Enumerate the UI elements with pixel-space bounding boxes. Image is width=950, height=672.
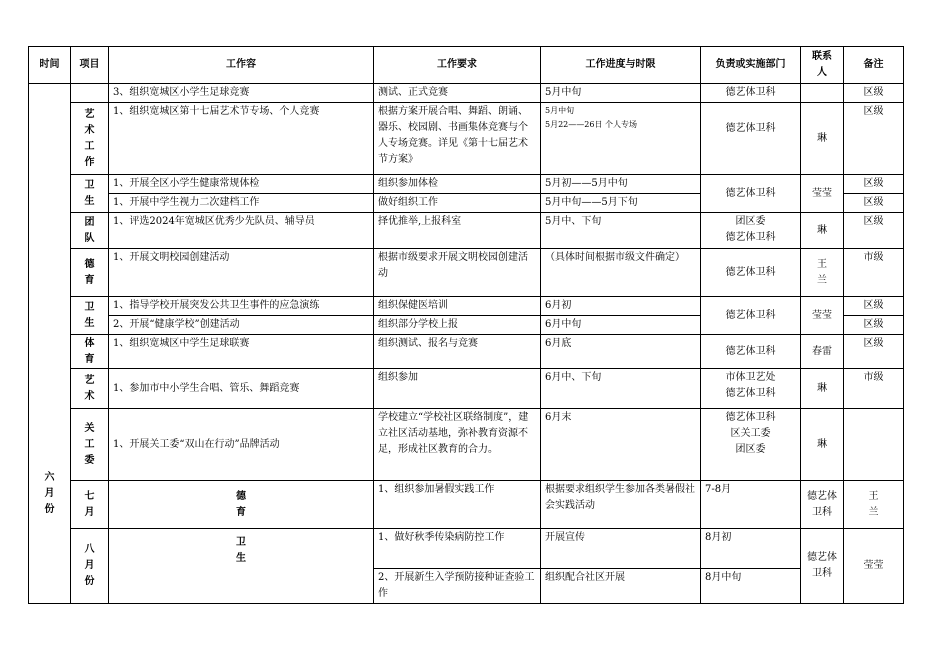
content-cell: 1、开展中学生视力二次建档工作 bbox=[109, 194, 374, 213]
contact-cell: 琳 bbox=[801, 103, 844, 175]
contact-cell: 王兰 bbox=[844, 481, 904, 529]
content-cell: 1、开展全区小学生健康常规体检 bbox=[109, 175, 374, 194]
note-cell: 市级 bbox=[844, 249, 904, 297]
dept-line-3: 团区委 bbox=[735, 444, 766, 455]
dept-cell: 德艺体卫科 bbox=[701, 297, 801, 335]
dept-cell: 德艺体卫科 bbox=[701, 335, 801, 369]
dept-line-1: 德艺体卫科 bbox=[725, 412, 776, 423]
month-july: 七月 bbox=[71, 481, 109, 529]
progress-cell: 6月初 bbox=[541, 297, 701, 316]
table-row bbox=[29, 84, 904, 103]
progress-cell: 5月中旬——5月下旬 bbox=[541, 194, 701, 213]
requirement-cell: 测试、正式竞赛 bbox=[374, 84, 541, 103]
content-cell: 1、开展关工委“双山在行动”品牌活动 bbox=[109, 409, 374, 481]
progress-cell: （具体时间根据市级文件确定） bbox=[541, 249, 701, 297]
header-content: 工作容 bbox=[109, 47, 374, 84]
requirement-cell: 组织配合社区开展 bbox=[541, 569, 701, 604]
table-row bbox=[29, 369, 904, 409]
content-cell: 1、组织宽城区第十七届艺术节专场、个人竞赛 bbox=[109, 103, 374, 175]
progress-cell: 8月初 bbox=[701, 529, 801, 569]
header-row bbox=[29, 47, 904, 84]
progress-cell: 8月中旬 bbox=[701, 569, 801, 604]
header-project: 项目 bbox=[71, 47, 109, 84]
contact-cell bbox=[801, 84, 844, 103]
requirement-cell: 组织参加体检 bbox=[374, 175, 541, 194]
requirement-cell: 学校建立“学校社区联络制度”，建立社区活动基地，弥补教育资源不足，形成社区教育的合力。 bbox=[374, 409, 541, 481]
header-contact: 联系人 bbox=[801, 47, 844, 84]
contact-cell: 春雷 bbox=[801, 335, 844, 369]
contact-cell: 莹莹 bbox=[844, 529, 904, 604]
header-note: 备注 bbox=[844, 47, 904, 84]
content-cell: 1、开展文明校园创建活动 bbox=[109, 249, 374, 297]
contact-cell: 王兰 bbox=[801, 249, 844, 297]
note-cell: 区级 bbox=[844, 84, 904, 103]
project-cell bbox=[71, 84, 109, 103]
work-plan-table bbox=[28, 46, 904, 604]
note-cell: 区级 bbox=[844, 335, 904, 369]
requirement-cell: 择优推举,上报科室 bbox=[374, 213, 541, 249]
project-cell: 卫生 bbox=[109, 529, 374, 604]
note-cell: 区级 bbox=[844, 297, 904, 316]
contact-cell: 琳 bbox=[801, 213, 844, 249]
dept-line-2: 德艺体卫科 bbox=[725, 232, 776, 243]
requirement-cell: 根据要求组织学生参加各类暑假社会实践活动 bbox=[541, 481, 701, 529]
note-cell: 区级 bbox=[844, 194, 904, 213]
dept-cell: 德艺体卫科 bbox=[701, 175, 801, 213]
progress-cell: 7-8月 bbox=[701, 481, 801, 529]
header-requirement: 工作要求 bbox=[374, 47, 541, 84]
content-cell: 1、做好秋季传染病防控工作 bbox=[374, 529, 541, 569]
requirement-cell: 做好组织工作 bbox=[374, 194, 541, 213]
project-cell: 关工委 bbox=[71, 409, 109, 481]
progress-cell: 6月末 bbox=[541, 409, 701, 481]
progress-cell: 6月底 bbox=[541, 335, 701, 369]
month-august: 八月份 bbox=[71, 529, 109, 604]
progress-line-1: 5月中旬 bbox=[545, 106, 575, 115]
project-cell: 卫生 bbox=[71, 175, 109, 213]
progress-cell bbox=[541, 103, 701, 175]
dept-cell bbox=[701, 409, 801, 481]
project-cell: 卫生 bbox=[71, 297, 109, 335]
dept-line-2: 区关工委 bbox=[730, 428, 771, 439]
project-cell: 德育 bbox=[71, 249, 109, 297]
content-cell: 1、参加市中小学生合唱、管乐、舞蹈竞赛 bbox=[109, 369, 374, 409]
content-cell: 3、组织宽城区小学生足球竞赛 bbox=[109, 84, 374, 103]
project-cell: 团队 bbox=[71, 213, 109, 249]
note-cell: 市级 bbox=[844, 369, 904, 409]
note-cell: 区级 bbox=[844, 103, 904, 175]
header-time: 时间 bbox=[29, 47, 71, 84]
table-row bbox=[29, 249, 904, 297]
progress-cell: 5月初——5月中旬 bbox=[541, 175, 701, 194]
contact-cell: 莹莹 bbox=[801, 175, 844, 213]
content-cell: 1、组织宽城区中学生足球联赛 bbox=[109, 335, 374, 369]
requirement-cell: 开展宣传 bbox=[541, 529, 701, 569]
progress-cell: 6月中、下旬 bbox=[541, 369, 701, 409]
requirement-cell: 组织测试、报名与竞赛 bbox=[374, 335, 541, 369]
dept-cell bbox=[701, 369, 801, 409]
table-row bbox=[29, 409, 904, 481]
content-cell: 2、开展新生入学预防接种证查验工作 bbox=[374, 569, 541, 604]
note-cell: 区级 bbox=[844, 175, 904, 194]
dept-line-1: 团区委 bbox=[735, 216, 766, 227]
note-cell bbox=[844, 409, 904, 481]
dept-line-2: 德艺体卫科 bbox=[725, 388, 776, 399]
table-row bbox=[29, 103, 904, 175]
table-row bbox=[29, 213, 904, 249]
requirement-cell: 根据市级要求开展文明校园创建活动 bbox=[374, 249, 541, 297]
project-cell: 体育 bbox=[71, 335, 109, 369]
content-cell: 1、组织参加暑假实践工作 bbox=[374, 481, 541, 529]
requirement-cell: 根据方案开展合唱、舞蹈、朗诵、器乐、校园剧、书画集体竞赛与个人专场竞赛。详见《第十七届艺术节方案》 bbox=[374, 103, 541, 175]
table-row bbox=[29, 529, 904, 569]
table-row bbox=[29, 175, 904, 194]
contact-cell: 琳 bbox=[801, 369, 844, 409]
project-cell: 艺术 bbox=[71, 369, 109, 409]
progress-cell: 5月中旬 bbox=[541, 84, 701, 103]
dept-cell: 德艺体卫科 bbox=[701, 103, 801, 175]
dept-cell: 德艺体卫科 bbox=[701, 249, 801, 297]
table-row bbox=[29, 335, 904, 369]
content-cell: 2、开展“健康学校”创建活动 bbox=[109, 316, 374, 335]
content-cell: 1、指导学校开展突发公共卫生事件的应急演练 bbox=[109, 297, 374, 316]
header-dept: 负责或实施部门 bbox=[701, 47, 801, 84]
requirement-cell: 组织保健医培训 bbox=[374, 297, 541, 316]
month-june: 六月份 bbox=[29, 84, 71, 604]
progress-line-2: 5月22——26日 个人专场 bbox=[545, 120, 637, 129]
dept-line-1: 市体卫艺处 bbox=[725, 372, 776, 383]
dept-cell: 德艺体卫科 bbox=[801, 529, 844, 604]
dept-cell: 德艺体卫科 bbox=[701, 84, 801, 103]
dept-cell: 德艺体卫科 bbox=[801, 481, 844, 529]
dept-cell bbox=[701, 213, 801, 249]
table-row bbox=[29, 481, 904, 529]
progress-cell: 5月中、下旬 bbox=[541, 213, 701, 249]
note-cell: 区级 bbox=[844, 316, 904, 335]
table-row bbox=[29, 297, 904, 316]
requirement-cell: 组织部分学校上报 bbox=[374, 316, 541, 335]
requirement-cell: 组织参加 bbox=[374, 369, 541, 409]
content-cell: 1、评选2024年宽城区优秀少先队员、辅导员 bbox=[109, 213, 374, 249]
contact-cell: 琳 bbox=[801, 409, 844, 481]
contact-cell: 莹莹 bbox=[801, 297, 844, 335]
header-progress: 工作进度与时限 bbox=[541, 47, 701, 84]
project-cell: 德育 bbox=[109, 481, 374, 529]
progress-cell: 6月中旬 bbox=[541, 316, 701, 335]
project-cell: 艺术工作 bbox=[71, 103, 109, 175]
note-cell: 区级 bbox=[844, 213, 904, 249]
